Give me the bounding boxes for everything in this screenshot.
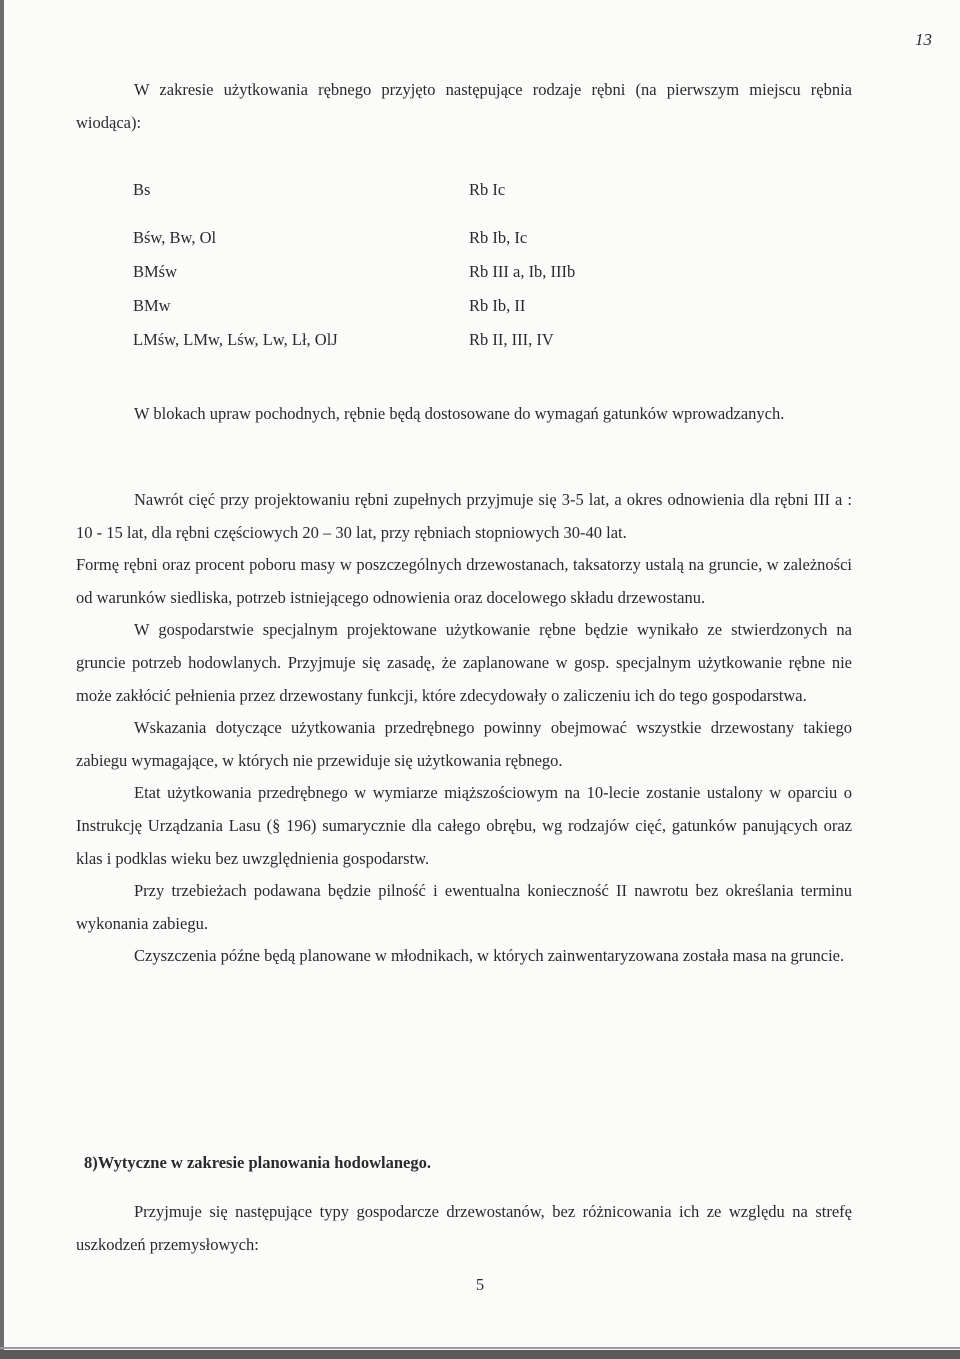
cutting-type: Rb Ib, Ic	[469, 228, 528, 247]
site-type: BMśw	[133, 262, 178, 281]
paragraph-nawrot: Nawrót cięć przy projektowaniu rębni zupełnych przyjmuje się 3-5 lat, a okres odnowienia dla rębni III a : 10 - 15 lat, dla rębni częściowych 20 – 30 lat, przy rębniach stopniowych 30-40 lat.	[76, 490, 852, 542]
list-item	[133, 330, 693, 364]
paragraph-gospodarstwie: W gospodarstwie specjalnym projektowane użytkowanie rębne będzie wynikało ze stwierdzonych na gruncie potrzeb hodowlanych. Przyjmuje się zasadę, że zaplanowane w gosp. specjalnym użytkowanie rębne nie może zakłócić pełnienia przez drzewostany funkcji, które zdecydowały o zaliczeniu ich do tego gospodarstwa.	[76, 620, 852, 705]
site-type: Bs	[133, 180, 151, 199]
paragraph-etat: Etat użytkowania przedrębnego w wymiarze miąższościowym na 10-lecie zostanie ustalony w oparciu o Instrukcję Urządzania Lasu (§ 196) sumarycznie dla całego obrębu, wg rodzajów cięć, gatunków panujących oraz klas i podklas wieku bez uwzględnienia gospodarstw.	[76, 783, 852, 868]
paragraph-forme: Formę rębni oraz procent poboru masy w poszczególnych drzewostanach, taksatorzy ustalą na gruncie, w zależności od warunków siedliska, potrzeb istniejącego odnowienia oraz docelowego składu drzewostanu.	[76, 555, 852, 607]
list-item	[133, 228, 693, 262]
paragraph-przyjmuje: Przyjmuje się następujące typy gospodarcze drzewostanów, bez różnicowania ich ze względu na strefę uszkodzeń przemysłowych:	[76, 1202, 852, 1254]
paragraph-intro: W zakresie użytkowania rębnego przyjęto następujące rodzaje rębni (na pierwszym miejscu rębnia wiodąca):	[76, 80, 852, 132]
cutting-types-list	[133, 180, 693, 364]
cutting-type: Rb II, III, IV	[469, 330, 554, 349]
site-type: Bśw, Bw, Ol	[133, 228, 217, 247]
main-text-block	[76, 484, 852, 973]
paragraph-trzebiezach: Przy trzebieżach podawana będzie pilność i ewentualna konieczność II nawrotu bez określania terminu wykonania zabiegu.	[76, 881, 852, 933]
page-number-top: 13	[915, 30, 932, 49]
page-number-bottom: 5	[475, 1275, 485, 1294]
paragraph-blokach: W blokach upraw pochodnych, rębnie będą dostosowane do wymagań gatunków wprowadzanych.	[134, 404, 785, 423]
paragraph-block-typy	[76, 1196, 852, 1261]
site-type: LMśw, LMw, Lśw, Lw, Lł, OlJ	[133, 330, 338, 349]
list-item	[133, 180, 693, 214]
site-type: BMw	[133, 296, 171, 315]
list-item	[133, 262, 693, 296]
section-heading: 8)Wytyczne w zakresie planowania hodowlanego.	[84, 1153, 431, 1172]
cutting-type: Rb III a, Ib, IIIb	[469, 262, 576, 281]
cutting-type: Rb Ic	[469, 180, 506, 199]
intro-paragraph	[76, 74, 852, 139]
paragraph-block-upraw	[76, 398, 852, 431]
paragraph-wskazania: Wskazania dotyczące użytkowania przedrębnego powinny obejmować wszystkie drzewostany takiego zabiegu wymagające, w których nie przewiduje się użytkowania rębnego.	[76, 718, 852, 770]
scan-left-edge	[0, 0, 4, 1359]
cutting-type: Rb Ib, II	[469, 296, 526, 315]
list-item	[133, 296, 693, 330]
paragraph-czyszczenia: Czyszczenia późne będą planowane w młodnikach, w których zainwentaryzowana została masa na gruncie.	[134, 946, 845, 966]
scan-bottom-edge	[0, 1350, 960, 1359]
scan-bottom-line	[0, 1347, 960, 1349]
